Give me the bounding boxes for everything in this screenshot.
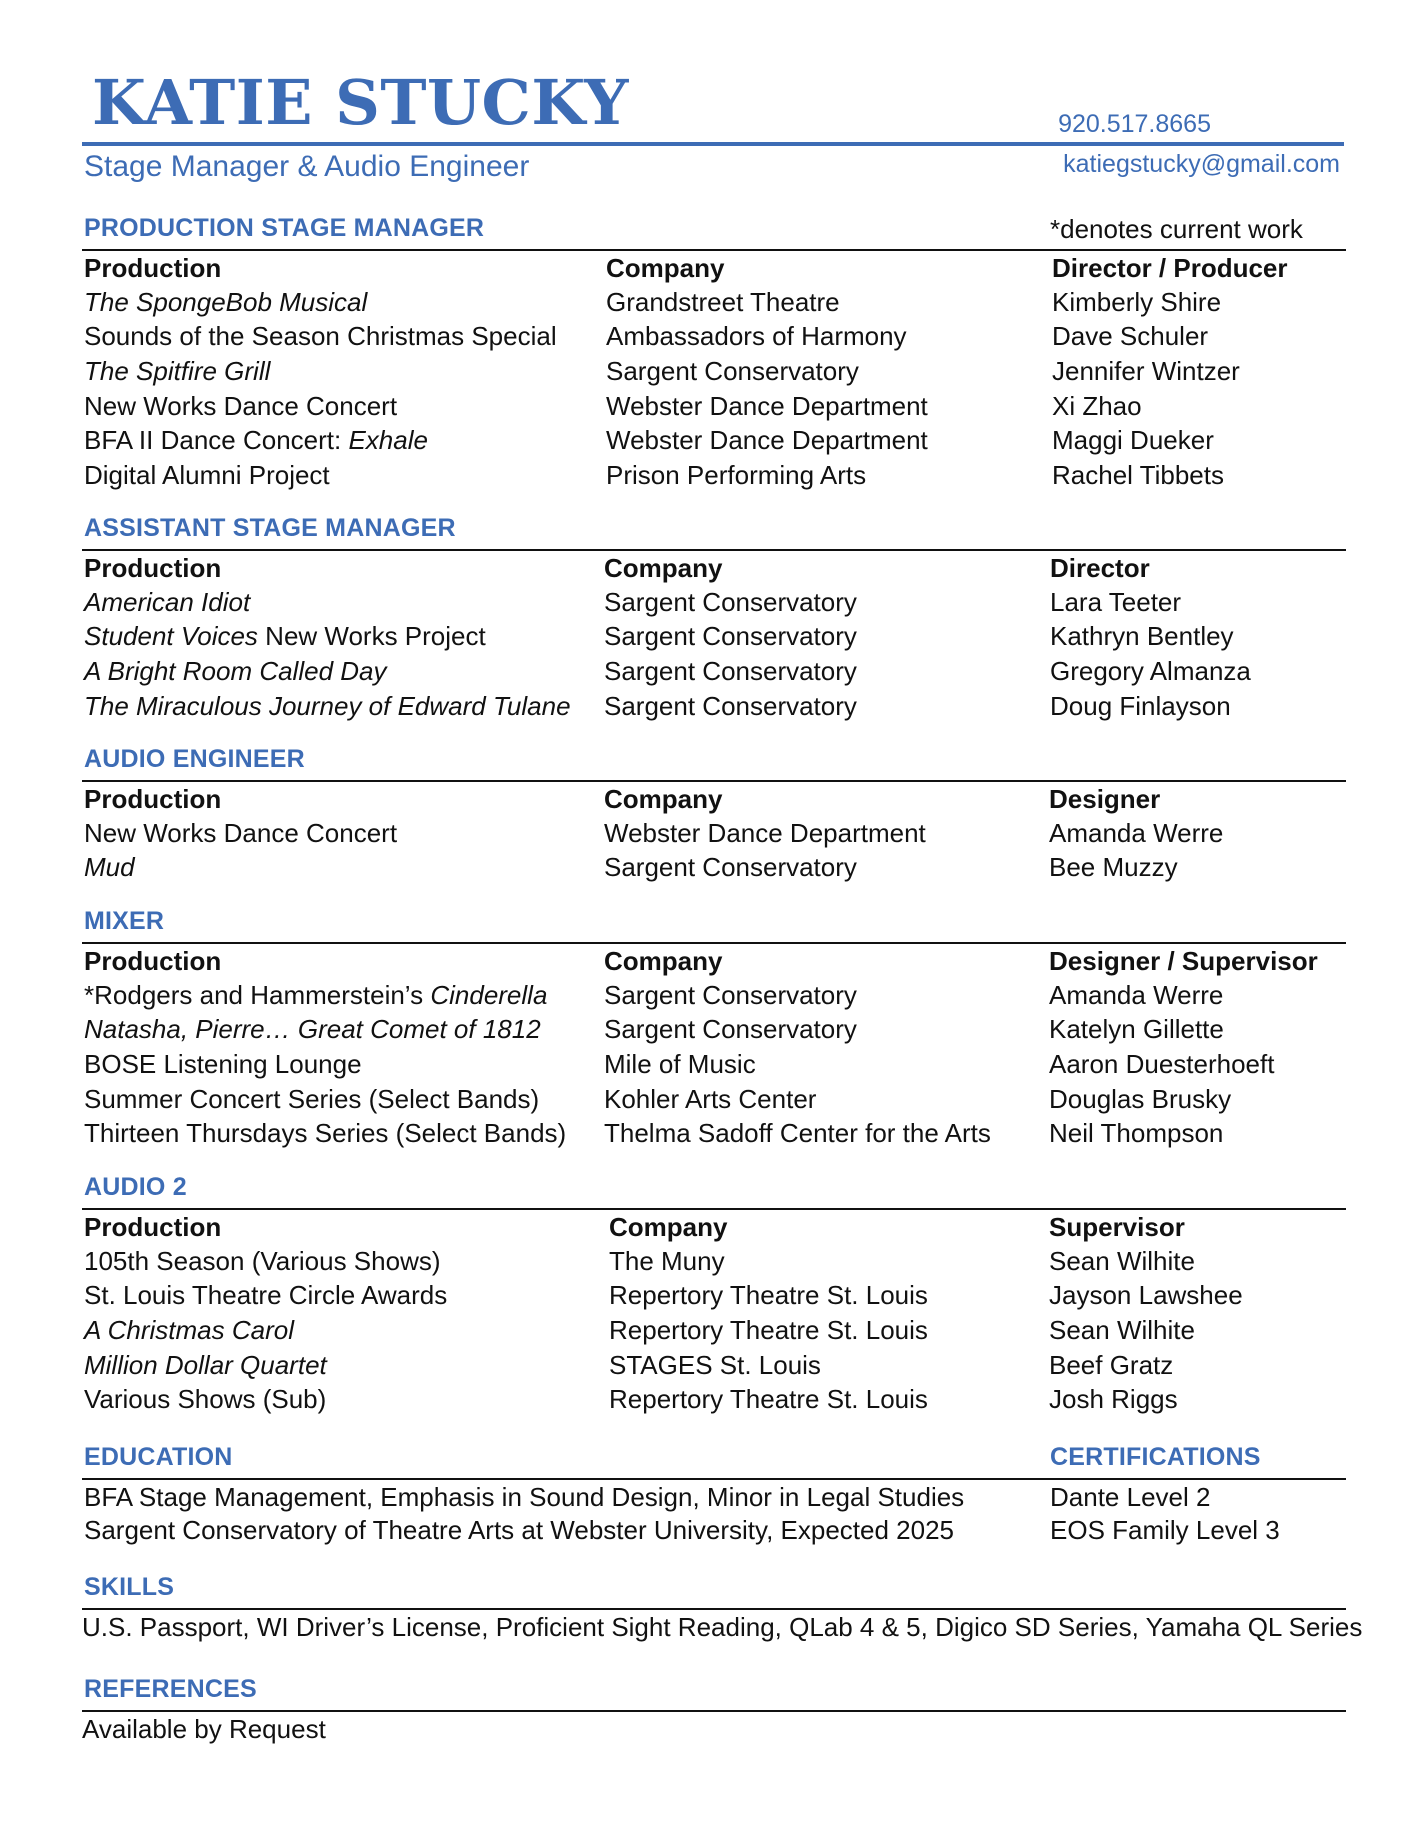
production-title: The SpongeBob Musical [84, 286, 368, 317]
company-cell: Webster Dance Department [606, 390, 928, 421]
production-text: New Works Dance Concert [84, 390, 398, 421]
section-title-asm: ASSISTANT STAGE MANAGER [84, 514, 456, 542]
section-title-skills: SKILLS [84, 1573, 175, 1601]
person-cell: Kimberly Shire [1052, 286, 1222, 317]
person-cell: Kathryn Bentley [1050, 621, 1234, 652]
production-cell [84, 816, 604, 851]
production-cell [84, 389, 606, 424]
table-row [84, 458, 1288, 493]
production-title: American Idiot [84, 586, 251, 617]
person-cell: Lara Teeter [1050, 586, 1182, 617]
person-cell: Sean Wilhite [1049, 1245, 1195, 1276]
skills-text: U.S. Passport, WI Driver’s License, Proficient Sight Reading, QLab 4 & 5, Digico SD Series, Yamaha QL Series [82, 1612, 1363, 1642]
person-cell: Sean Wilhite [1049, 1314, 1195, 1345]
section-title-references: REFERENCES [84, 1675, 257, 1703]
company-cell: Repertory Theatre St. Louis [609, 1314, 928, 1345]
person-cell: Amanda Werre [1049, 979, 1224, 1010]
production-text: New Works Dance Concert [84, 817, 398, 848]
column-header: Production [84, 252, 222, 283]
resume-subtitle: Stage Manager & Audio Engineer [84, 150, 530, 183]
production-title: Million Dollar Quartet [84, 1349, 327, 1380]
company-cell: Sargent Conservatory [604, 979, 857, 1010]
person-cell: Josh Riggs [1049, 1384, 1178, 1415]
production-cell [84, 1116, 604, 1151]
audio-engineer-table [84, 782, 1223, 885]
person-cell: Douglas Brusky [1049, 1083, 1232, 1114]
person-cell: Jayson Lawshee [1049, 1280, 1243, 1311]
production-cell [84, 320, 606, 355]
column-header: Designer [1049, 783, 1161, 814]
production-cell [84, 585, 604, 620]
audio2-table [84, 1210, 1243, 1417]
company-cell: Sargent Conservatory [606, 355, 859, 386]
person-cell: Doug Finlayson [1050, 690, 1231, 721]
section-title-audio-2: AUDIO 2 [84, 1173, 187, 1201]
column-header: Company [606, 252, 725, 283]
company-cell: The Muny [609, 1245, 725, 1276]
production-cell [84, 689, 604, 724]
asm-table [84, 551, 1251, 723]
certification-line: Dante Level 2 [1050, 1482, 1211, 1512]
table-row [84, 1279, 1243, 1314]
person-cell: Aaron Duesterhoeft [1049, 1048, 1275, 1079]
production-cell [84, 458, 606, 493]
column-header: Production [84, 552, 222, 583]
section-divider [82, 1478, 1346, 1480]
production-title: Natasha, Pierre… Great Comet of 1812 [84, 1014, 541, 1045]
company-cell: Sargent Conservatory [604, 621, 857, 652]
production-text: *Rodgers and Hammerstein’s [84, 979, 431, 1010]
company-cell: STAGES St. Louis [609, 1349, 821, 1380]
production-text: BFA II Dance Concert: [84, 425, 349, 456]
table-row [84, 1082, 1318, 1117]
production-cell [84, 1013, 604, 1048]
production-text: Sounds of the Season Christmas Special [84, 321, 557, 352]
table-row [84, 1348, 1243, 1383]
production-cell [84, 285, 606, 320]
company-cell: Webster Dance Department [606, 425, 928, 456]
table-row [84, 585, 1251, 620]
table-row [84, 654, 1251, 689]
column-header: Production [84, 783, 222, 814]
mixer-table [84, 944, 1318, 1151]
table-row [84, 354, 1288, 389]
column-header: Company [604, 783, 723, 814]
table-header-row [84, 251, 1288, 285]
company-cell: Grandstreet Theatre [606, 286, 840, 317]
table-row [84, 620, 1251, 655]
education-line: Sargent Conservatory of Theatre Arts at Webster University, Expected 2025 [84, 1515, 954, 1545]
production-cell [84, 620, 604, 655]
column-header: Director [1050, 552, 1150, 583]
company-cell: Ambassadors of Harmony [606, 321, 907, 352]
production-cell [84, 1244, 609, 1279]
resume-name: KATIE STUCKY [92, 66, 629, 139]
production-cell [84, 851, 604, 886]
table-row [84, 1382, 1243, 1417]
production-cell [84, 354, 606, 389]
column-header: Company [604, 552, 723, 583]
production-title: Mud [84, 852, 135, 883]
production-text: Summer Concert Series (Select Bands) [84, 1083, 540, 1114]
company-cell: Mile of Music [604, 1048, 756, 1079]
production-cell [84, 978, 604, 1013]
table-row [84, 851, 1223, 886]
header-divider [82, 142, 1344, 146]
column-header: Designer / Supervisor [1049, 945, 1318, 976]
person-cell: Neil Thompson [1049, 1118, 1224, 1149]
table-header-row [84, 551, 1251, 585]
person-cell: Gregory Almanza [1050, 655, 1251, 686]
person-cell: Rachel Tibbets [1052, 459, 1224, 490]
production-text: Thirteen Thursdays Series (Select Bands) [84, 1118, 567, 1149]
table-row [84, 689, 1251, 724]
column-header: Supervisor [1049, 1211, 1185, 1242]
table-header-row [84, 1210, 1243, 1244]
production-title: The Miraculous Journey of Edward Tulane [84, 690, 571, 721]
company-cell: Sargent Conservatory [604, 586, 857, 617]
production-text: St. Louis Theatre Circle Awards [84, 1280, 448, 1311]
column-header: Company [604, 945, 723, 976]
production-text: 105th Season (Various Shows) [84, 1245, 441, 1276]
production-text: Digital Alumni Project [84, 459, 330, 490]
company-cell: Repertory Theatre St. Louis [609, 1280, 928, 1311]
section-title-audio-engineer: AUDIO ENGINEER [84, 745, 305, 773]
table-row [84, 816, 1223, 851]
company-cell: Sargent Conservatory [604, 655, 857, 686]
references-text: Available by Request [82, 1714, 326, 1744]
psm-table [84, 251, 1288, 493]
table-row [84, 1013, 1318, 1048]
table-row [84, 1116, 1318, 1151]
production-cell [84, 1348, 609, 1383]
production-cell [84, 423, 606, 458]
table-row [84, 978, 1318, 1013]
phone-number[interactable]: 920.517.8665 [1058, 110, 1211, 138]
current-work-note: *denotes current work [1050, 214, 1303, 244]
section-title-psm: PRODUCTION STAGE MANAGER [84, 214, 485, 242]
production-title: Exhale [348, 425, 428, 456]
section-title-education: EDUCATION [84, 1443, 233, 1471]
table-header-row [84, 782, 1223, 816]
section-divider [82, 1710, 1346, 1712]
company-cell: Webster Dance Department [604, 817, 926, 848]
company-cell: Sargent Conservatory [604, 852, 857, 883]
person-cell: Maggi Dueker [1052, 425, 1214, 456]
production-text: BOSE Listening Lounge [84, 1048, 362, 1079]
table-row [84, 1047, 1318, 1082]
person-cell: Dave Schuler [1052, 321, 1209, 352]
person-cell: Beef Gratz [1049, 1349, 1174, 1380]
table-row [84, 1313, 1243, 1348]
column-header: Company [609, 1211, 728, 1242]
production-text: Various Shows (Sub) [84, 1384, 327, 1415]
person-cell: Amanda Werre [1049, 817, 1224, 848]
table-row [84, 285, 1288, 320]
company-cell: Kohler Arts Center [604, 1083, 817, 1114]
section-title-mixer: MIXER [84, 907, 165, 935]
education-line: BFA Stage Management, Emphasis in Sound Design, Minor in Legal Studies [84, 1482, 965, 1512]
production-text: New Works Project [257, 621, 486, 652]
production-cell [84, 654, 604, 689]
table-row [84, 320, 1288, 355]
column-header: Production [84, 945, 222, 976]
company-cell: Thelma Sadoff Center for the Arts [604, 1118, 991, 1149]
person-cell: Katelyn Gillette [1049, 1014, 1224, 1045]
table-row [84, 423, 1288, 458]
table-row [84, 389, 1288, 424]
section-divider [82, 1608, 1346, 1610]
email-address[interactable]: katiegstucky@gmail.com [1063, 150, 1340, 178]
production-cell [84, 1082, 604, 1117]
production-title: A Christmas Carol [84, 1314, 294, 1345]
person-cell: Bee Muzzy [1049, 852, 1178, 883]
production-cell [84, 1382, 609, 1417]
production-title: A Bright Room Called Day [84, 655, 387, 686]
company-cell: Sargent Conservatory [604, 1014, 857, 1045]
production-title: Cinderella [430, 979, 548, 1010]
production-cell [84, 1047, 604, 1082]
column-header: Director / Producer [1052, 252, 1288, 283]
production-cell [84, 1279, 609, 1314]
production-cell [84, 1313, 609, 1348]
table-header-row [84, 944, 1318, 978]
person-cell: Jennifer Wintzer [1052, 355, 1240, 386]
person-cell: Xi Zhao [1052, 390, 1142, 421]
company-cell: Prison Performing Arts [606, 459, 867, 490]
column-header: Production [84, 1211, 222, 1242]
company-cell: Sargent Conservatory [604, 690, 857, 721]
table-row [84, 1244, 1243, 1279]
company-cell: Repertory Theatre St. Louis [609, 1384, 928, 1415]
production-title: The Spitfire Grill [84, 355, 271, 386]
production-title: Student Voices [84, 621, 258, 652]
certification-line: EOS Family Level 3 [1050, 1515, 1280, 1545]
section-title-certifications: CERTIFICATIONS [1050, 1443, 1261, 1471]
